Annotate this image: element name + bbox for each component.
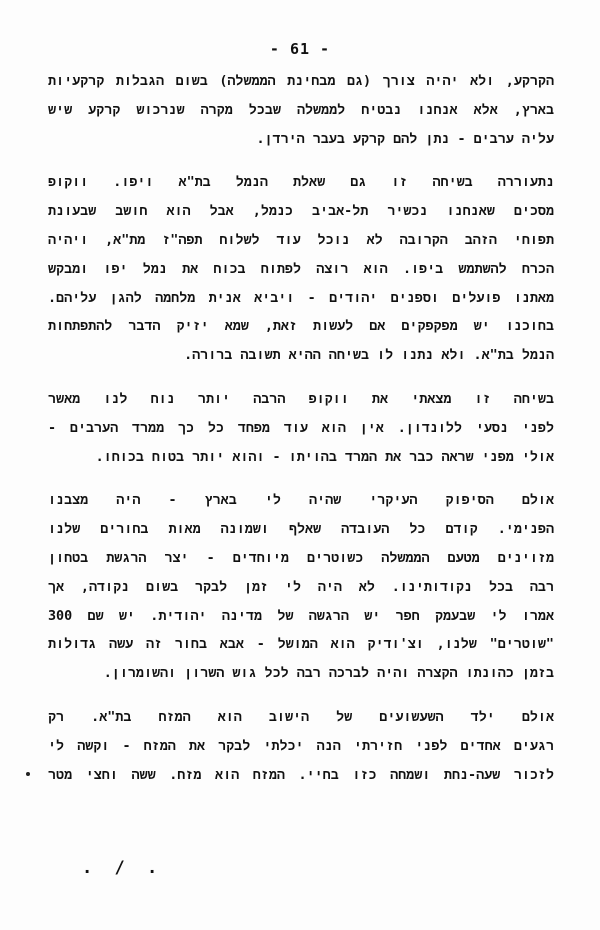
text-line: מסכים שאנחנו נכשיר תל-אביב כנמל, אבל הוא חושב שבעונת	[48, 204, 554, 220]
text-line: בארץ, אלא אנחנו נבטיח לממשלה שבכל מקרה שנרכוש קרקע שיש	[48, 102, 554, 118]
text-line: הכרח להשתמש ביפו. הוא רוצה לפתוח בכוח את נמל יפו ומבקש	[48, 261, 554, 277]
text-line: נתעוררה בשיחה זו גם שאלת הנמל בת"א ויפו. ווקופ	[48, 175, 554, 191]
text-line: הנמל בת"א. ולא נתנו לו בשיחה ההיא תשובה ברורה.	[184, 348, 554, 364]
text-line: מאתנו פועלים וספנים יהודים - ויביא אנית מלחמה להגן עליהם.	[48, 290, 554, 306]
text-line: בזמן כהונתו הקצרה והיה לברכה רבה לכל גוש השרון והשומרון.	[103, 666, 554, 682]
text-line: רבה בכל נקודותינו. לא היה לי זמן לבקר בשום נקודה, אך	[48, 579, 554, 595]
paragraph-3	[48, 386, 554, 472]
text-line: אולם הסיפוק העיקרי שהיה לי בארץ - היה מצבנו	[48, 493, 554, 509]
document-body	[48, 68, 554, 805]
text-line: רגעים אחדים לפני חזירתי הנה יכלתי לבקר את המזח - וקשה לי	[48, 738, 554, 754]
paragraph-2	[48, 169, 554, 371]
paragraph-4	[48, 487, 554, 689]
text-line: לזכור שעה-נחת ושמחה כזו בחיי. המזח הוא מזח. ששה וחצי מטר	[48, 767, 554, 783]
paragraph-5	[48, 704, 554, 790]
text-line: אולם ילד השעשועים של הישוב הוא המזח בת"א. רק	[48, 709, 554, 725]
text-line: אולי מפני שראה כבר את המרד בהויתו - והוא יותר בטוח בכוחו.	[95, 449, 554, 465]
text-line: לפני נסעי ללונדון. אין הוא עוד מפחד כל כך ממרד הערבים -	[48, 420, 554, 436]
page-number: - 61 -	[269, 40, 331, 58]
text-line: הפנימי. קודם כל העובדה שאלף ושמונה מאות בחורים שלנו	[48, 522, 554, 538]
text-line: בחוכנו יש מפקפקים אם לעשות זאת, שמא יזיק הדבר להתפתחות	[48, 319, 554, 335]
text-line: עליה ערבים - נתן להם קרקע בעבר הירדן.	[256, 131, 554, 147]
text-line: מזוינים מטעם הממשלה כשוטרים מיוחדים - יצר הרגשת בטחון	[48, 550, 554, 566]
text-line: הקרקע, ולא יהיה צורך (גם מבחינת הממשלה) בשום הגבלות קרקעיות	[48, 74, 554, 89]
text-line: "שוטרים" שלנו, וצ'ודיק הוא המושל - אבא בחור זה עשה גדולות	[48, 637, 554, 653]
end-of-page-mark: . / .	[82, 858, 164, 878]
stray-dot-mark	[26, 772, 30, 776]
text-line: בשיחה זו מצאתי את ווקופ הרבה יותר נוח לנו מאשר	[48, 391, 554, 407]
text-line: אמרו לי שבעמק חפר יש הרגשה של מדינה יהודית. יש שם 300	[48, 608, 554, 624]
paragraph-1	[48, 68, 554, 154]
text-line: תפוחי הזהב הקרובה לא נוכל עוד לשלוח תפה"ז מת"א, ויהיה	[48, 232, 554, 248]
